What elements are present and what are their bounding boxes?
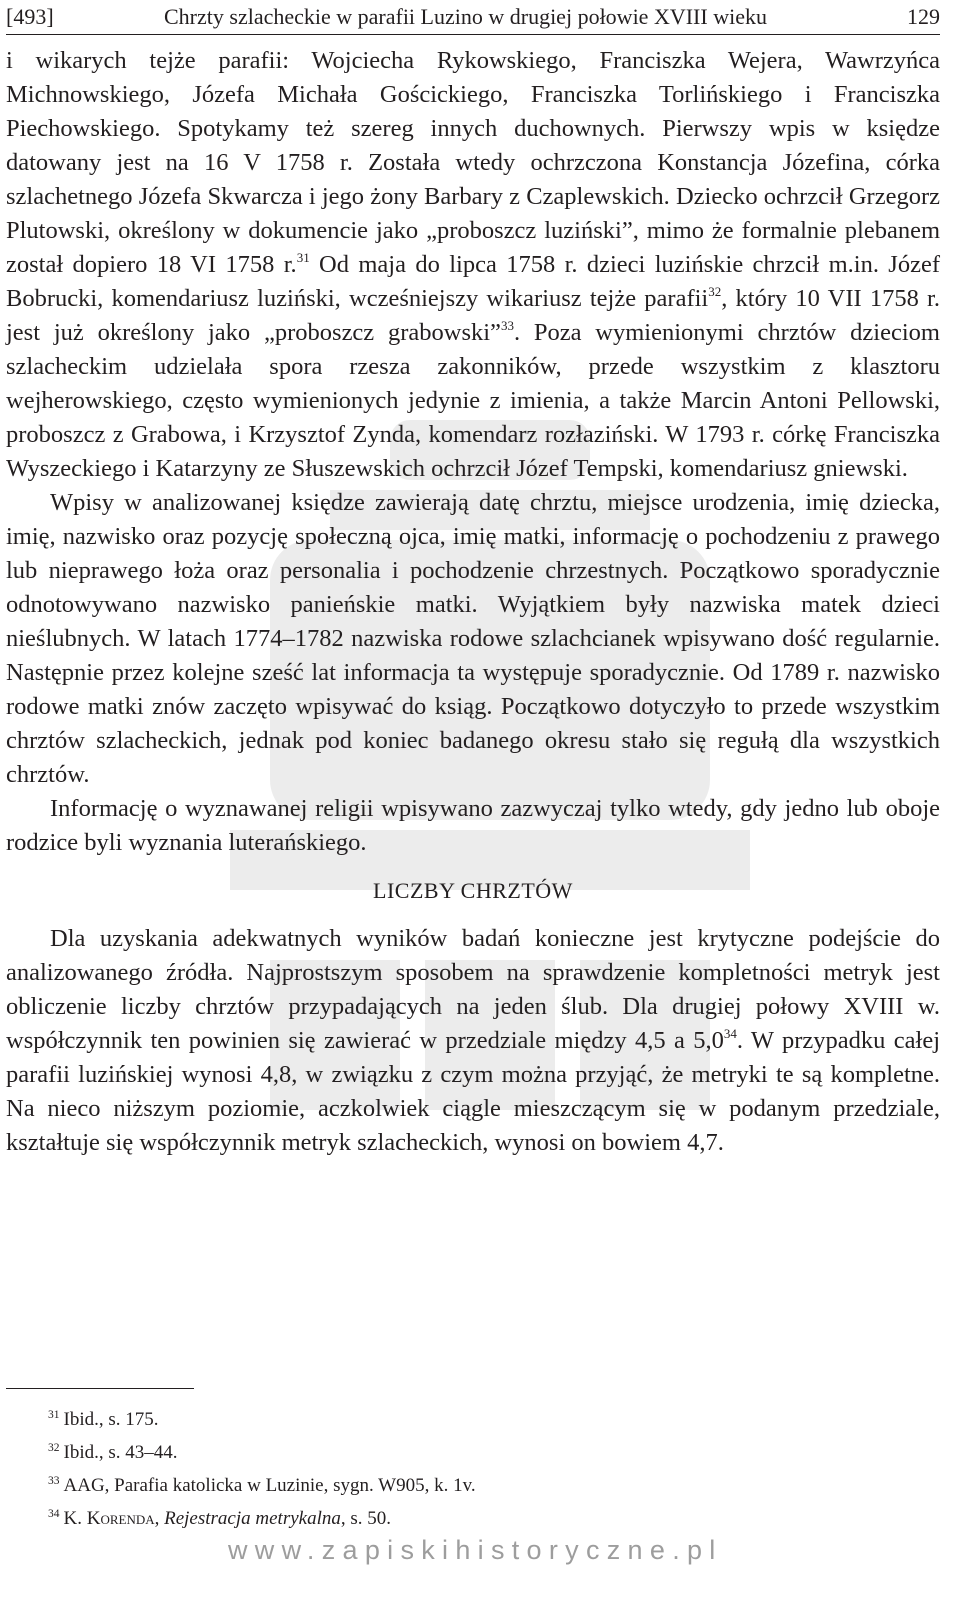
paragraph-2: Wpisy w analizowanej księdze zawierają datę chrztu, miejsce urodzenia, imię dziecka, imię, nazwisko oraz pozycję społeczną ojca, imię matki, informację o pochodzeniu z prawego lub nieprawego łoża oraz personalia i pochodzenie chrzestnych. Początkowo sporadycznie odnotowywano nazwisko panieńskie matki. Wyjątkiem były nazwiska matek dzieci nieślubnych. W latach 1774–1782 nazwiska rodowe szlachcianek wpisywano dość regularnie. Następnie przez kolejne sześć lat informacja ta występuje sporadycznie. Od 1789 r. nazwisko rodowe matki znów zaczęto wpisywać do ksiąg. Początkowo dotyczyło to przede wszystkim chrztów szlacheckich, jednak pod koniec badanego okresu stało się regułą dla wszystkich chrztów.	[6, 489, 940, 788]
paragraph-1-text-c: , który 10 VII 1758 r. jest już określony jako „proboszcz grabowski”	[6, 285, 940, 346]
footnote-author: K. Korenda	[63, 1508, 155, 1529]
footnote-ref-31[interactable]: 31	[296, 250, 310, 265]
footnote-number: 34	[48, 1508, 60, 1520]
footnote-33	[48, 1467, 476, 1500]
footnote-number: 32	[48, 1442, 60, 1454]
footnote-separator: ,	[154, 1508, 165, 1529]
paragraph-3: Informację o wyznawanej religii wpisywano zazwyczaj tylko wtedy, gdy jedno lub oboje rodzice byli wyznania luterańskiego.	[6, 795, 940, 856]
paragraph-4	[6, 922, 940, 1160]
running-header	[6, 0, 940, 38]
footnote-ref-34[interactable]: 34	[723, 1026, 737, 1041]
footnote-text: Ibid., s. 175.	[63, 1409, 159, 1430]
footer-url[interactable]: www.zapiskihistoryczne.pl	[228, 1535, 723, 1565]
section-heading: LICZBY CHRZTÓW	[373, 878, 573, 903]
footnote-32	[48, 1434, 476, 1467]
footnote-ref-33[interactable]: 33	[500, 318, 514, 333]
footnotes	[48, 1401, 476, 1533]
paragraph-1-text-b: Od maja do lipca 1758 r. dzieci luzińskie chrzcił m.in. Józef Bobrucki, komendariusz luziński, wcześniejszy wikariusz tejże parafii	[6, 251, 940, 312]
page-number: 129	[907, 4, 940, 29]
paragraph-4-text-a: Dla uzyskania adekwatnych wyników badań konieczne jest krytyczne podejście do analizowanego źródła. Najprostszym sposobem na sprawdzenie kompletności metryk jest obliczenie liczby chrztów przypadających na jeden ślub. Dla drugiej połowy XVIII w. współczynnik ten powinien się zawierać w przedziale między 4,5 a 5,0	[6, 925, 940, 1054]
header-rule	[6, 34, 940, 35]
paragraph-1	[6, 44, 940, 486]
page-bracket: [493]	[6, 4, 54, 29]
paragraph-4-text-b: . W przypadku całej parafii luzińskiej wynosi 4,8, w związku z czym można przyjąć, że metryki te są kompletne. Na nieco niższym poziomie, aczkolwiek ciągle mieszczącym się w podanym przedziale, kształtuje się współczynnik metryk szlacheckich, wynosi on bowiem 4,7.	[6, 1027, 940, 1156]
footnote-text: , s. 50.	[340, 1508, 392, 1529]
footnote-rule	[6, 1388, 194, 1389]
footnote-number: 33	[48, 1475, 60, 1487]
main-text	[6, 44, 940, 1160]
running-title: Chrzty szlacheckie w parafii Luzino w drugiej połowie XVIII wieku	[164, 4, 767, 29]
footnote-34	[48, 1500, 476, 1533]
footnote-ref-32[interactable]: 32	[708, 284, 722, 299]
footnote-text: AAG, Parafia katolicka w Luzinie, sygn. W905, k. 1v.	[63, 1475, 476, 1496]
footnote-text: Ibid., s. 43–44.	[63, 1442, 178, 1463]
paragraph-1-text-a: i wikarych tejże parafii: Wojciecha Rykowskiego, Franciszka Wejera, Wawrzyńca Michnowskiego, Józefa Michała Gościckiego, Franciszka Torlińskiego i Franciszka Piechowskiego. Spotykamy też szereg innych duchownych. Pierwszy wpis w księdze datowany jest na 16 V 1758 r. Została wtedy ochrzczona Konstancja Józefina, córka szlachetnego Józefa Skwarcza i jego żony Barbary z Czaplewskich. Dziecko ochrzcił Grzegorz Plutowski, określony w dokumencie jako „proboszcz luziński”, mimo że formalnie plebanem został dopiero 18 VI 1758 r.	[6, 47, 940, 278]
paragraph-1-text-d: . Poza wymienionymi chrztów dzieciom szlacheckim udzielała spora rzesza zakonników, przede wszystkim z klasztoru wejherowskiego, często wymienionych jedynie z imienia, a także Marcin Antoni Pellowski, proboszcz z Grabowa, i Krzysztof Zynda, komendarz rozłaziński. W 1793 r. córkę Franciszka Wyszeckiego i Katarzyny ze Słuszewskich ochrzcił Józef Tempski, komendariusz gniewski.	[6, 319, 940, 482]
footnote-number: 31	[48, 1409, 60, 1421]
footnote-31	[48, 1401, 476, 1434]
footnote-title: Rejestracja metrykalna	[164, 1508, 341, 1529]
